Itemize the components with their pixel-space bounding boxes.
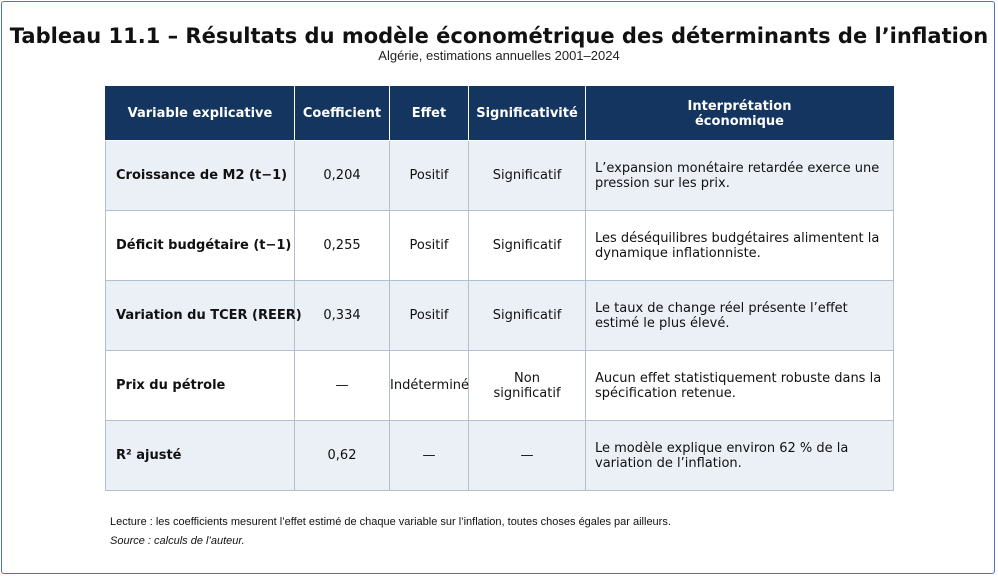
cell-effet: Positif xyxy=(390,141,469,211)
table-row xyxy=(106,421,894,491)
cell-coefficient: 0,334 xyxy=(295,281,390,351)
cell-variable: Déficit budgétaire (t−1) xyxy=(106,211,295,281)
cell-effet: Indéterminé xyxy=(390,351,469,421)
cell-significativite: Significatif xyxy=(469,211,586,281)
results-table xyxy=(105,86,894,491)
cell-effet: — xyxy=(390,421,469,491)
cell-interpretation: L’expansion monétaire retardée exerce une pression sur les prix. xyxy=(586,141,894,211)
table-title: Tableau 11.1 – Résultats du modèle économétrique des déterminants de l’inflation xyxy=(9,24,989,48)
cell-significativite: — xyxy=(469,421,586,491)
table-row xyxy=(106,281,894,351)
cell-interpretation: Les déséquilibres budgétaires alimentent la dynamique inflationniste. xyxy=(586,211,894,281)
table-row xyxy=(106,211,894,281)
cell-variable: R² ajusté xyxy=(106,421,295,491)
cell-coefficient: 0,255 xyxy=(295,211,390,281)
cell-significativite: Significatif xyxy=(469,281,586,351)
cell-variable: Croissance de M2 (t−1) xyxy=(106,141,295,211)
header-coefficient: Coefficient xyxy=(295,87,390,141)
table-row xyxy=(106,351,894,421)
cell-interpretation: Aucun effet statistiquement robuste dans la spécification retenue. xyxy=(586,351,894,421)
cell-interpretation: Le modèle explique environ 62 % de la variation de l’inflation. xyxy=(586,421,894,491)
cell-coefficient: 0,62 xyxy=(295,421,390,491)
cell-interpretation: Le taux de change réel présente l’effet estimé le plus élevé. xyxy=(586,281,894,351)
cell-significativite: Non significatif xyxy=(469,351,586,421)
cell-variable: Prix du pétrole xyxy=(106,351,295,421)
header-effet: Effet xyxy=(390,87,469,141)
cell-significativite: Significatif xyxy=(469,141,586,211)
header-variable: Variable explicative xyxy=(106,87,295,141)
cell-effet: Positif xyxy=(390,211,469,281)
table-row xyxy=(106,141,894,211)
cell-coefficient: 0,204 xyxy=(295,141,390,211)
source-note: Source : calculs de l’auteur. xyxy=(110,535,245,547)
cell-variable: Variation du TCER (REER) xyxy=(106,281,295,351)
cell-effet: Positif xyxy=(390,281,469,351)
table-header-row xyxy=(106,87,894,141)
header-significativite: Significativité xyxy=(469,87,586,141)
table-subtitle: Algérie, estimations annuelles 2001–2024 xyxy=(378,48,620,63)
cell-coefficient: — xyxy=(295,351,390,421)
reading-note: Lecture : les coefficients mesurent l’effet estimé de chaque variable sur l’inflation, toutes choses égales par ailleurs. xyxy=(110,516,671,528)
header-interpretation: Interprétation économique xyxy=(586,87,894,141)
